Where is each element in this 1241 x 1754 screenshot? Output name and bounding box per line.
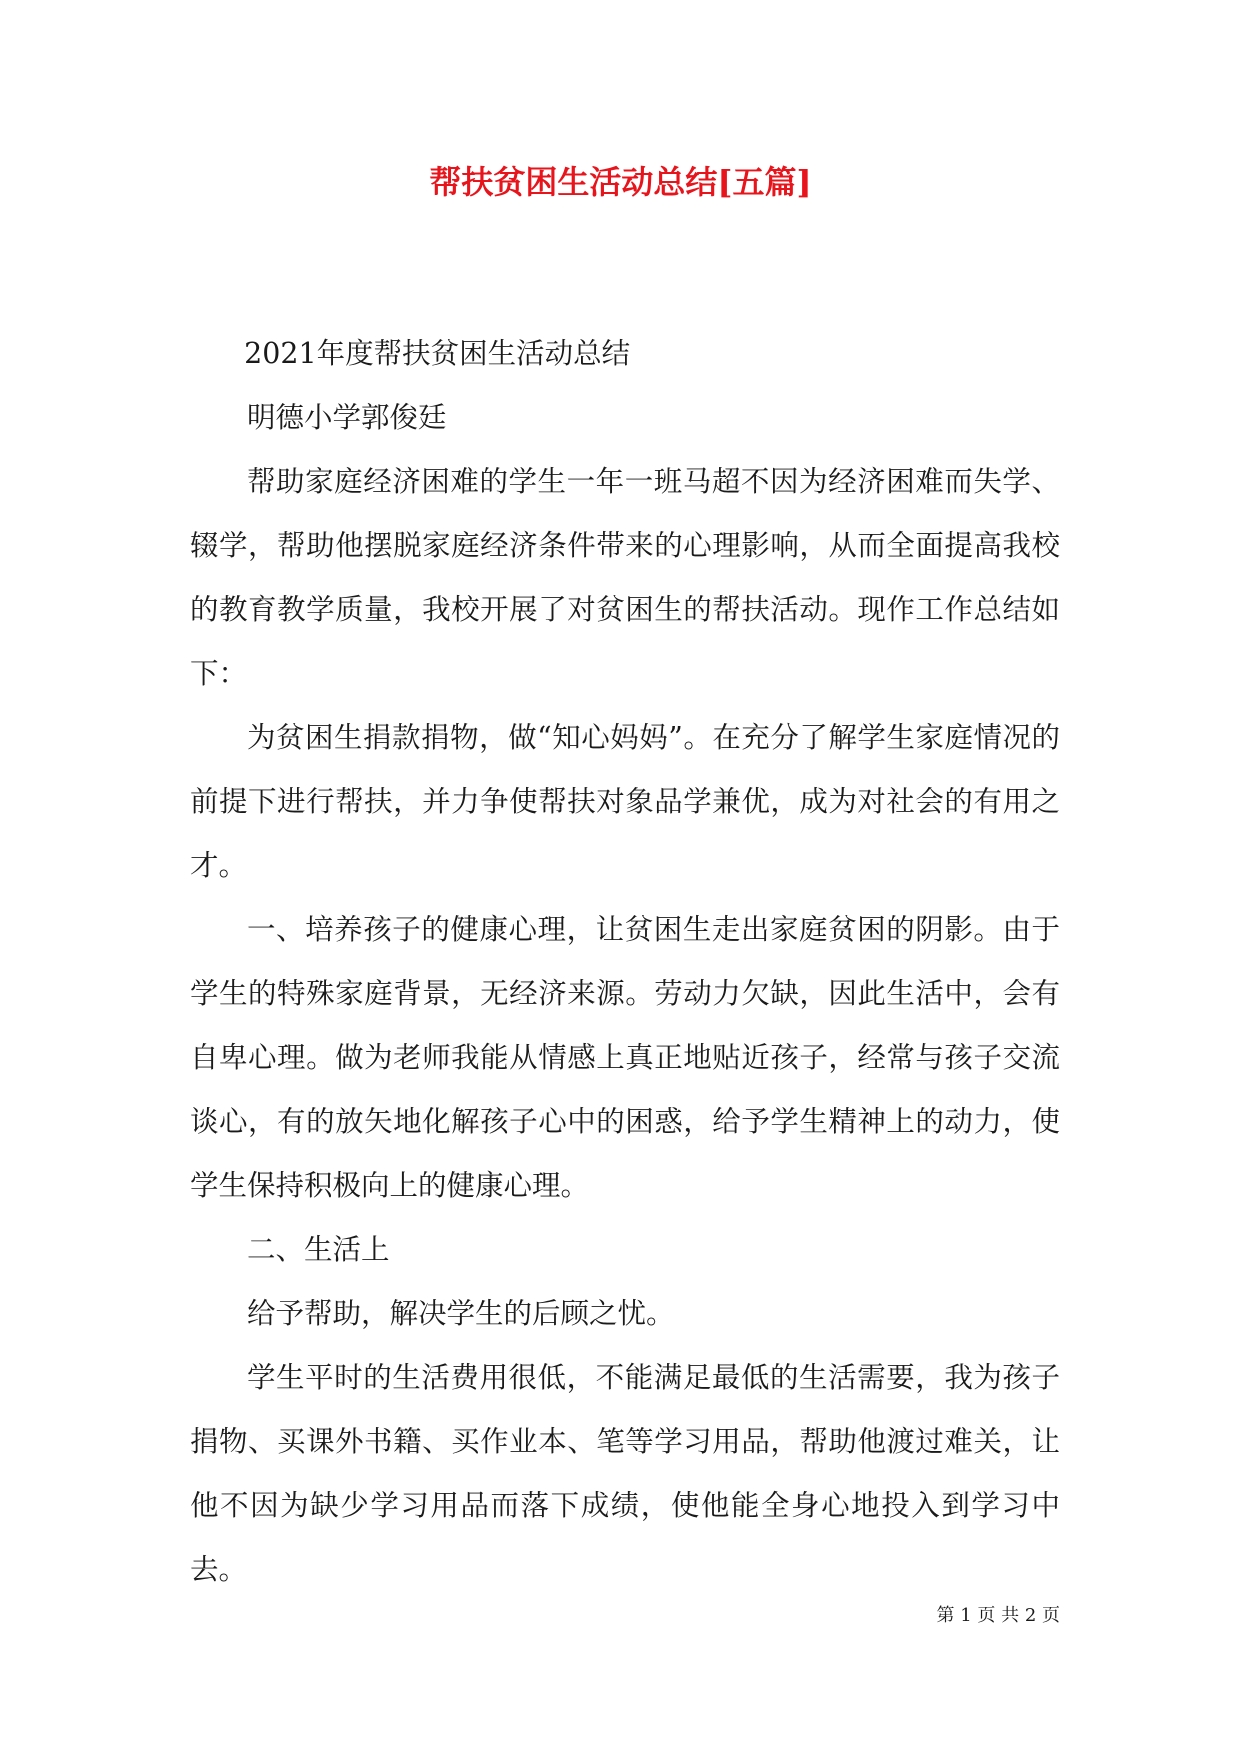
paragraph-intro: 帮助家庭经济困难的学生一年一班马超不因为经济困难而失学、辍学，帮助他摆脱家庭经济条件带来的心理影响，从而全面提高我校的教育教学质量，我校开展了对贫困生的帮扶活动。现作工作总结如下： [190,465,1060,690]
section-two-heading: 二、生活上 [247,1233,390,1266]
paragraph-donation: 为贫困生捐款捐物，做“知心妈妈”。在充分了解学生家庭情况的前提下进行帮扶，并力争使帮扶对象品学兼优，成为对社会的有用之才。 [190,721,1060,882]
author-line: 明德小学郭俊廷 [247,401,447,434]
document-body [190,322,1060,1602]
subtitle: 2021年度帮扶贫困生活动总结 [244,337,631,370]
paragraph-living-costs: 学生平时的生活费用很低，不能满足最低的生活需要，我为孩子捐物、买课外书籍、买作业本、笔等学习用品，帮助他渡过难关，让他不因为缺少学习用品而落下成绩，使他能全身心地投入到学习中去。 [190,1361,1060,1586]
paragraph-section-one: 一、培养孩子的健康心理，让贫困生走出家庭贫困的阴影。由于学生的特殊家庭背景，无经济来源。劳动力欠缺，因此生活中，会有自卑心理。做为老师我能从情感上真正地贴近孩子，经常与孩子交流谈心，有的放矢地化解孩子心中的困惑，给予学生精神上的动力，使学生保持积极向上的健康心理。 [190,913,1060,1202]
page-title: 帮扶贫困生活动总结[五篇] [429,163,812,201]
page-number: 第 1 页 共 2 页 [936,1605,1060,1626]
paragraph-help: 给予帮助，解决学生的后顾之忧。 [247,1297,675,1330]
